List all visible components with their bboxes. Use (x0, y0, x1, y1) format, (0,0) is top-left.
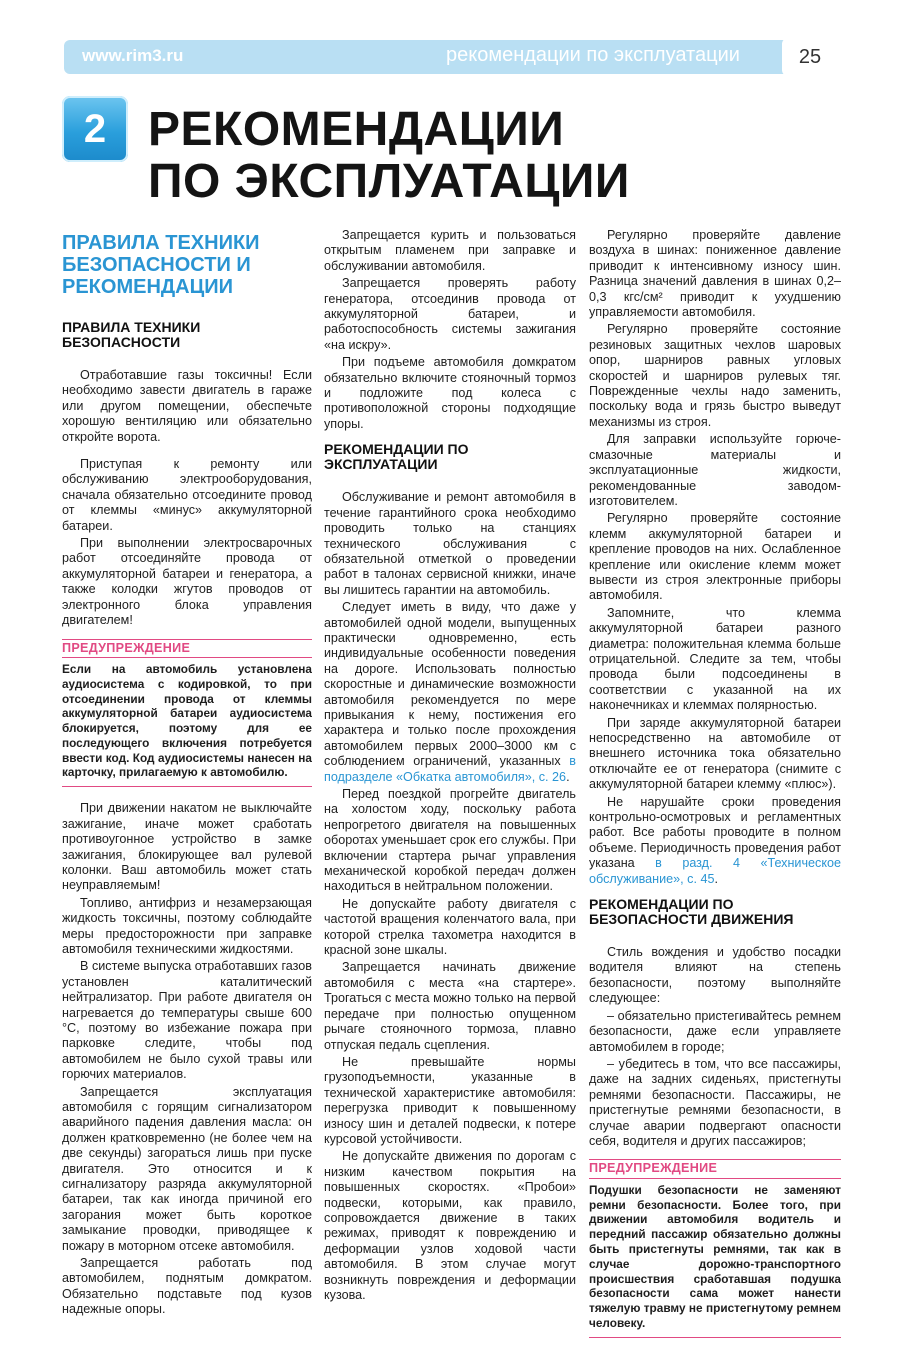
warning-label: ПРЕДУПРЕЖДЕНИЕ (589, 1159, 841, 1178)
paragraph: Запомните, что клемма аккумуляторной батареи разного диаметра: положительная клемма больше отрицательной. Следите за тем, чтобы провода были подсоединены в соответствии с указанной на их наконечниках и клеммах полярностью. (589, 605, 841, 713)
chapter-title-line1: РЕКОМЕНДАЦИИ (148, 103, 565, 156)
cross-reference-link[interactable]: в подразделе «Обкатка автомобиля», с. 26 (324, 754, 576, 784)
column-1 (62, 228, 312, 1320)
paragraph: Не превышайте нормы грузоподъемности, указанные в технической характеристике автомобиля: перегрузка приводит к повышенному износу шин и деталей подвески, к потере курсовой устойчивости. (324, 1054, 576, 1146)
paragraph: Обслуживание и ремонт автомобиля в течение гарантийного срока необходимо проводить только на станциях технического обслуживания с обязательной отметкой о проведении работ в талонах сервисной книжки, иначе вы лишитесь гарантии на автомобиль. (324, 490, 576, 597)
paragraph-text: Не нарушайте сроки проведения контрольно-осмотровых и регламентных работ. Все работы проводите в полном объеме. Периодичность проведения работ указана (589, 794, 841, 871)
paragraph: В системе выпуска отработавших газов установлен каталитический нейтрализатор. При работе двигателя он нагревается до температуры свыше 600 °С, поэтому во избежание пожара при парковке следите, чтобы под автомобилем не было сухой травы или горючих материалов. (62, 959, 312, 1082)
paragraph: – обязательно пристегивайтесь ремнем безопасности, даже если управляете автомобилем в городе; (589, 1008, 841, 1054)
paragraph: Не допускайте работу двигателя с частотой вращения коленчатого вала, при которой стрелка тахометра находится в красной зоне шкалы. (324, 896, 576, 958)
cross-reference-link[interactable]: в разд. 4 «Техническое обслуживание», с. 45 (589, 856, 841, 886)
section-title: ПРАВИЛА ТЕХНИКИ БЕЗОПАСНОСТИ И РЕКОМЕНДАЦИИ (62, 232, 260, 298)
paragraph-end: . (714, 871, 718, 886)
paragraph: Стиль вождения и удобство посадки водителя влияют на степень безопасности, поэтому выполняйте следующее: (589, 945, 841, 1006)
column-2 (324, 228, 576, 1305)
paragraph: Для заправки используйте горюче-смазочные материалы и эксплуатационные жидкости, рекомендованные заводом-изготовителем. (589, 432, 841, 508)
running-head: рекомендации по эксплуатации (446, 44, 740, 66)
paragraph: При движении накатом не выключайте зажигание, иначе может сработать противоугонное устройство в замке зажигания, блокирующее вал рулевой колонки. Ваш автомобиль может стать неуправляемым! (62, 801, 312, 893)
paragraph: Не допускайте движения по дорогам с низким качеством покрытия на повышенных скоростях. «Пробои» подвески, которыми, как правило, сопровождается движение в таких режимах, приводят к повреждению и деформации узлов ходовой части автомобиля. В этом случае могут возникнуть повреждения и деформации кузова. (324, 1149, 576, 1302)
paragraph (589, 795, 841, 887)
subheading-driving-safety: РЕКОМЕНДАЦИИ ПО БЕЗОПАСНОСТИ ДВИЖЕНИЯ (589, 896, 794, 928)
page-number: 25 (782, 38, 838, 76)
paragraph: При подъеме автомобиля домкратом обязательно включите стояночный тормоз и подложите под колеса с противоположной стороны подходящие упоры. (324, 355, 576, 431)
chapter-title (148, 104, 848, 208)
paragraph: Регулярно проверяйте состояние клемм аккумуляторной батареи и крепление проводов на них. Ослабленное крепление или окисление клемм может вывести из строя электронные приборы автомобиля. (589, 511, 841, 603)
paragraph: Перед поездкой прогрейте двигатель на холостом ходу, поскольку работа непрогретого двигателя на повышенных оборотах уменьшает срок его службы. При включении стартера рычаг управления механической коробкой передач должен находиться в нейтральном положении. (324, 787, 576, 894)
paragraph: Регулярно проверяйте состояние резиновых защитных чехлов шаровых опор, шарниров равных угловых скоростей и шарниров рулевых тяг. Поврежденные чехлы надо заменить, поскольку вода и грязь быстро выведут механизмы из строя. (589, 322, 841, 429)
warning-label: ПРЕДУПРЕЖДЕНИЕ (62, 639, 312, 658)
paragraph: Запрещается проверять работу генератора, отсоединив провода от аккумуляторной батареи, и работоспособность системы зажигания «на искру». (324, 276, 576, 352)
chapter-title-line2: ПО ЭКСПЛУАТАЦИИ (148, 155, 630, 208)
column-3 (589, 228, 841, 1352)
paragraph: При заряде аккумуляторной батареи непосредственно на автомобиле от внешнего источника тока обязательно отключайте ее от генератора (снимите с аккумуляторной батареи клемму «плюс»). (589, 715, 841, 792)
paragraph: Отработавшие газы токсичны! Если необходимо завести двигатель в гараже или другом помещении, обеспечьте хорошую вентиляцию или обязательно откройте ворота. (62, 368, 312, 444)
subheading-operation-recommendations: РЕКОМЕНДАЦИИ ПО ЭКСПЛУАТАЦИИ (324, 441, 469, 473)
paragraph: Запрещается курить и пользоваться открытым пламенем при заправке и обслуживании автомобиля. (324, 228, 576, 273)
paragraph: Топливо, антифриз и незамерзающая жидкость токсичны, поэтому соблюдайте меры предосторожности при заправке автомобиля техническими жидкостями. (62, 895, 312, 956)
subheading-safety-rules: ПРАВИЛА ТЕХНИКИ БЕЗОПАСНОСТИ (62, 319, 201, 350)
paragraph: Запрещается начинать движение автомобиля с места «на стартере». Трогаться с места можно только на первой передаче при полностью опущенном рычаге стояночного тормоза, плавно отпуская педаль сцепления. (324, 960, 576, 1052)
paragraph: Запрещается работать под автомобилем, поднятым домкратом. Обязательно подставьте под кузов надежные опоры. (62, 1256, 312, 1317)
paragraph (324, 600, 576, 785)
paragraph: При выполнении электросварочных работ отсоединяйте провода от аккумуляторной батареи и генератора, а также колодки жгутов проводов от электронного блока управления двигателем! (62, 536, 312, 628)
paragraph: – убедитесь в том, что все пассажиры, даже на задних сиденьях, пристегнуты ремнями безопасности. Пассажиры, не пристегнутые ремнями безопасности, в случае аварии подвергают опасности себя, водителя и других пассажиров; (589, 1056, 841, 1148)
paragraph: Регулярно проверяйте давление воздуха в шинах: пониженное давление приводит к интенсивному износу шин. Разница значений давления в шинах 0,2–0,3 кгс/см² приводит к ухудшению управляемости автомобиля. (589, 228, 841, 320)
warning-text: Подушки безопасности не заменяют ремни безопасности. Более того, при движении автомобиля водитель и передний пассажир обязательно должны быть пристегнуты ремнями, так как в случае дорожно-транспортного происшествия сработавшая подушка безопасности сама может нанести тяжелую травму не пристегнутому ремнем человеку. (589, 1183, 841, 1338)
paragraph-text: Следует иметь в виду, что даже у автомобилей одной модели, выпущенных практически одновременно, есть индивидуальные особенности поведения на дороге. Использовать полностью скоростные и динамические возможности автомобиля рекомендуется по мере привыкания к нему, постижения его характера и только после прохождения автомобилем первых 2000–3000 км с соблюдением ограничений, указанных (324, 600, 576, 769)
paragraph: Приступая к ремонту или обслуживанию электрооборудования, сначала обязательно отсоедините провод от клеммы «минус» аккумуляторной батареи. (62, 457, 312, 533)
chapter-number-badge: 2 (62, 96, 128, 162)
warning-text: Если на автомобиль установлена аудиосистема с кодировкой, то при отсоединении провода от клеммы аккумуляторной батареи аудиосистема блокируется, поэтому для ее последующего включения потребуется ввести код. Код аудиосистемы нанесен на карточку, прилагаемую к автомобилю. (62, 662, 312, 787)
paragraph-end: . (566, 769, 570, 784)
paragraph: Запрещается эксплуатация автомобиля с горящим сигнализатором аварийного падения давления масла: он должен кратковременно (не более чем на две секунды) загораться лишь при пуске двигателя. Это относится и к сигнализатору разряда аккумуляторной батареи, так как иногда причиной его загорания может быть короткое замыкание проводки, приводящее к пожару в моторном отсеке автомобиля. (62, 1084, 312, 1253)
site-url[interactable]: www.rim3.ru (82, 46, 184, 65)
